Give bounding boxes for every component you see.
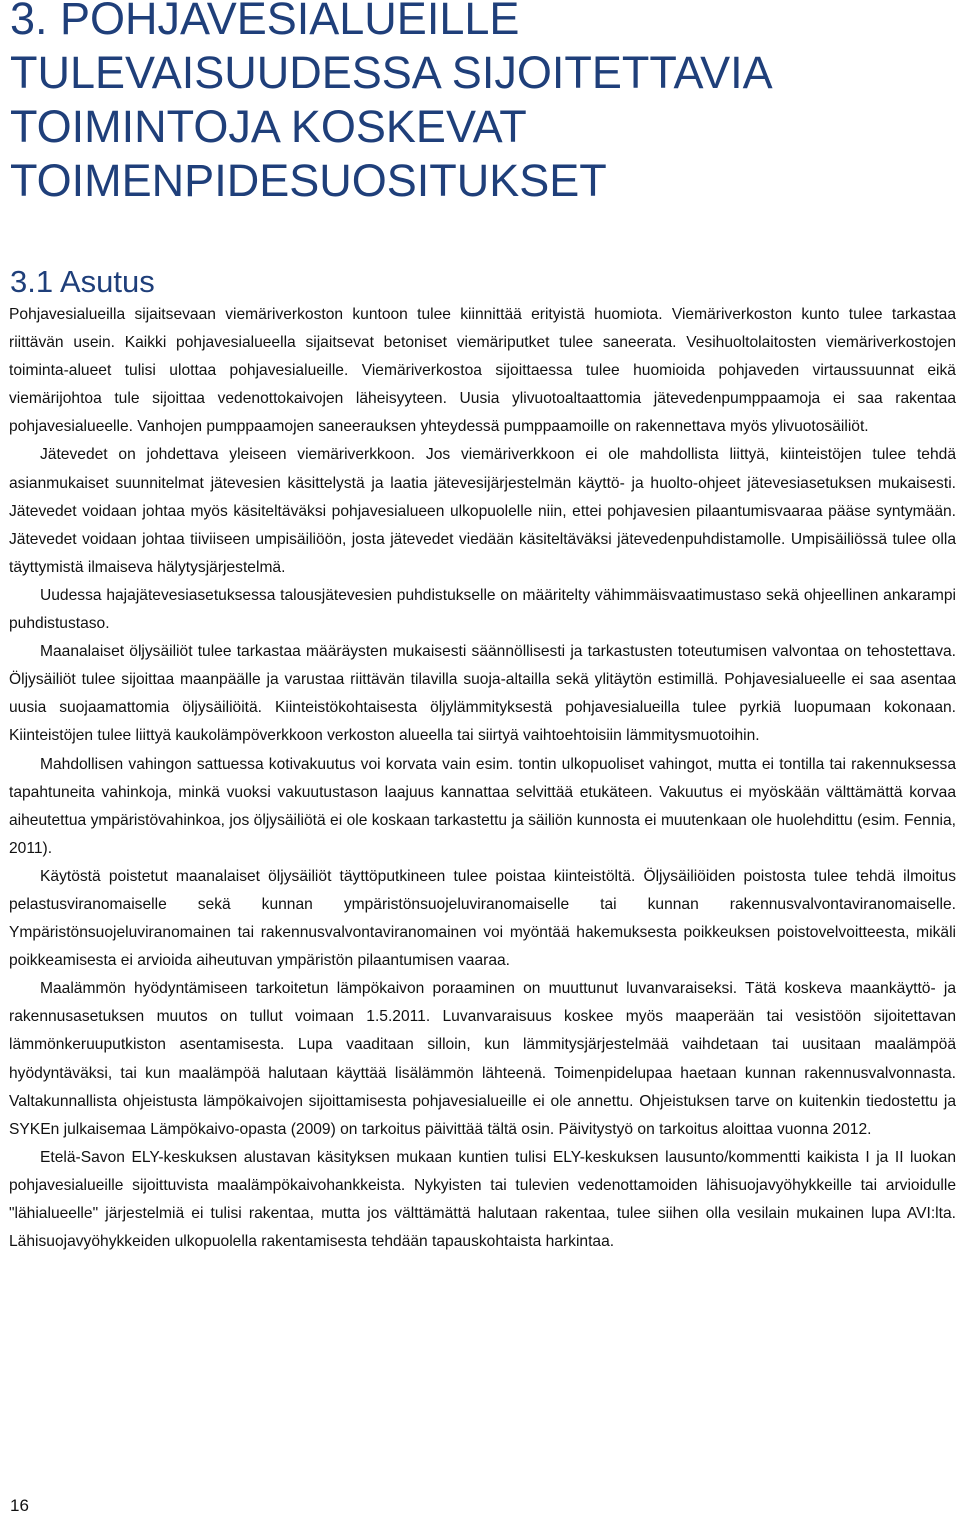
paragraph: Maalämmön hyödyntämiseen tarkoitetun lämpökaivon poraaminen on muuttunut luvanvaraiseksi. Tätä koskeva maankäyttö- ja rakennusasetuksen muutos on tullut voimaan 1.5.2011. Luvanvaraisuus koskee myös maaperään tai vesistöön sijoitettavan lämmönkeruuputkiston asentamisesta. Lupa vaaditaan silloin, kun lämmitysjärjestelmää vaihdetaan tai uusitaan maalämpöä hyödyntäväksi, tai kun maalämpöä halutaan käyttää lisälämmön lähteenä. Toimenpidelupaa haetaan kunnan rakennusvalvonnasta. Valtakunnallista ohjeistusta lämpökaivojen sijoittamisesta pohjavesialueille ei ole annettu. Ohjeistuksen tarve on kuitenkin tiedostettu ja SYKEn julkaisemaa Lämpökaivo-opasta (2009) on tarkoitus päivittää tältä osin. Päivitystyö on tarkoitus aloittaa vuonna 2012. xyxy=(9,980,956,1138)
chapter-title: 3. POHJAVESIALUEILLE TULEVAISUUDESSA SIJOITETTAVIA TOIMINTOJA KOSKEVAT TOIMENPIDESUOSITUKSET xyxy=(10,0,771,206)
section-title: 3.1 Asutus xyxy=(10,264,155,299)
paragraph: Etelä-Savon ELY-keskuksen alustavan käsityksen mukaan kuntien tulisi ELY-keskuksen lausunto/kommentti kaikista I ja II luokan pohjavesialueille sijoittuvista maalämpökaivohankkeista. Nykyisten tai tulevien vedenottamoiden lähisuojavyöhykkeille tai arvioidulle "lähialueelle" järjestelmiä ei tulisi rakentaa, mutta jos välttämättä halutaan rakentaa, tulee siihen olla vesilain mukainen lupa AVI:lta. Lähisuojavyöhykkeiden ulkopuolella rakentamisesta tehdään tapauskohtaista harkintaa. xyxy=(9,1148,956,1251)
section-body xyxy=(9,301,956,1256)
paragraph: Maanalaiset öljysäiliöt tulee tarkastaa määräysten mukaisesti säännöllisesti ja tarkastusten toteutumisen valvontaa on tehostettava. Öljysäiliöt tulee sijoittaa maanpäälle ja varustaa riittävän tilavilla suoja-altailla sekä ylitäytön estimillä. Pohjavesialueelle ei saa asentaa uusia suojaamattomia öljysäiliöitä. Kiinteistökohtaisesta öljylämmityksestä pohjavesialueilla tulee pyrkiä luopumaan kokonaan. Kiinteistöjen tulee liittyä kaukolämpöverkkoon verkoston alueella tai siirtyä vaihtoehtoisiin lämmitysmuotoihin. xyxy=(9,643,956,745)
paragraph: Jätevedet on johdettava yleiseen viemäriverkkoon. Jos viemäriverkkoon ei ole mahdollista liittyä, kiinteistöjen tulee tehdä asianmukaiset suunnitelmat jätevesien käsittelystä ja laatia jätevesijärjestelmän käyttö- ja huolto-ohjeet jätevesiasetuksen mukaisesti. Jätevedet voidaan johtaa myös käsiteltäväksi pohjavesialueen ulkopuolelle niin, ettei pohjavesien pilaantumisvaaraa pääse syntymään. Jätevedet voidaan johtaa tiiviiseen umpisäiliöön, josta jätevedet viedään käsiteltäväksi jätevedenpuhdistamolle. Umpisäiliössä tulee olla täyttymistä ilmaiseva hälytysjärjestelmä. xyxy=(9,446,956,576)
paragraph: Pohjavesialueilla sijaitsevaan viemäriverkoston kuntoon tulee kiinnittää erityistä huomiota. Viemäriverkoston kunto tulee tarkastaa riittävän usein. Kaikki pohjavesialueella sijaitsevat betoniset viemäriputket tulee saneerata. Vesihuoltolaitosten viemäriverkostojen toiminta-alueet tulisi ulottaa pohjavesialueille. Viemäriverkostoa sijoittaessa tulee huomioida pohjaveden virtaussuunnat eikä viemärijohtoa tule sijoittaa vedenottokaivojen läheisyyteen. Uusia ylivuotoaltaattomia jätevedenpumppaamoja ei saa rakentaa pohjavesialueelle. Vanhojen pumppaamojen saneerauksen yhteydessä pumppaamoille on rakennettava myös ylivuotosäiliöt. xyxy=(9,306,956,436)
paragraph: Mahdollisen vahingon sattuessa kotivakuutus voi korvata vain esim. tontin ulkopuoliset vahingot, mutta ei tontilla tai rakennuksessa tapahtuneita vahinkoja, minkä vuoksi vakuutustason laajuus kannattaa selvittää etukäteen. Vakuutus ei myöskään välttämättä korvaa aiheutettua ympäristövahinkoa, jos öljysäiliötä ei ole koskaan tarkastettu ja säiliön kunnosta ei muutenkaan ole huolehdittu (esim. Fennia, 2011). xyxy=(9,755,956,857)
paragraph: Käytöstä poistetut maanalaiset öljysäiliöt täyttöputkineen tulee poistaa kiinteistöltä. Öljysäiliöiden poistosta tulee tehdä ilmoitus pelastusviranomaiselle sekä kunnan ympäristönsuojeluviranomaiselle tai kunnan rakennusvalvontaviranomaiselle. Ympäristönsuojeluviranomainen tai rakennusvalvontaviranomainen voi myöntää hakemuksesta poikkeuksen poistovelvoitteesta, mikäli poikkeamisesta ei arvioida aiheutuvan ympäristön pilaantumisen vaaraa. xyxy=(9,867,956,970)
paragraph: Uudessa hajajätevesiasetuksessa talousjätevesien puhdistukselle on määritelty vähimmäisvaatimustaso sekä ohjeellinen ankarampi puhdistustaso. xyxy=(9,586,956,633)
page-number: 16 xyxy=(10,1496,29,1515)
